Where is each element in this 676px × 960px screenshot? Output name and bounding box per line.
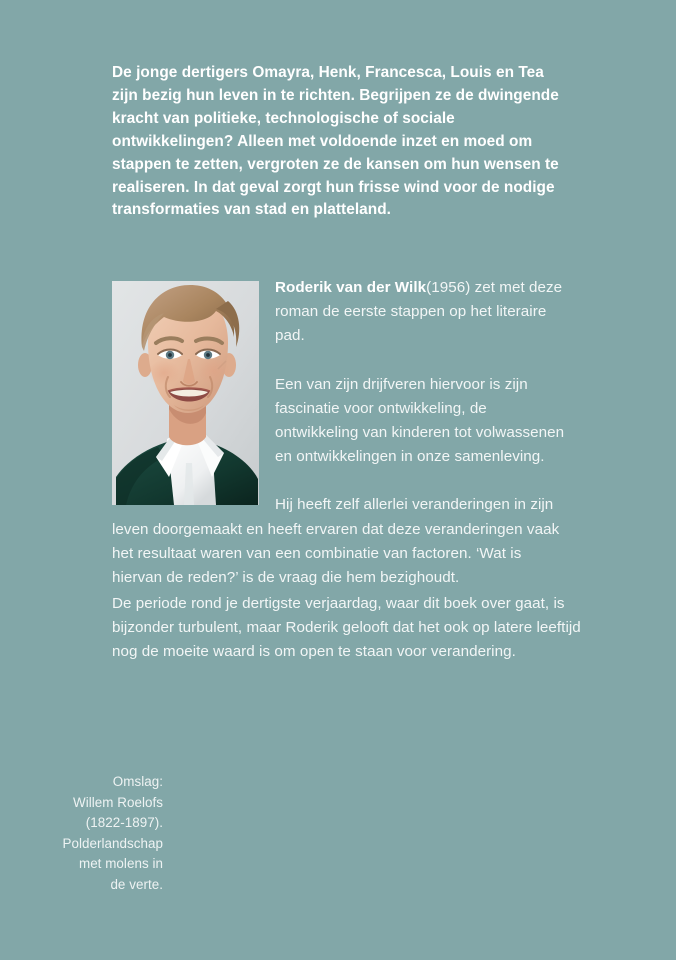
author-name: Roderik van der Wilk bbox=[275, 279, 427, 296]
colophon bbox=[33, 772, 163, 895]
colophon-line-3: (1822-1897). bbox=[85, 815, 163, 830]
author-intro-rest: zet met deze roman de eerste stappen op het literaire pad. bbox=[275, 279, 563, 345]
author-bio bbox=[112, 276, 574, 590]
colophon-line-2: Willem Roelofs bbox=[73, 794, 163, 810]
author-birth-year: (1956) bbox=[426, 279, 471, 296]
colophon-line-1: Omslag: bbox=[112, 774, 163, 789]
colophon-line-5: met molens in bbox=[78, 856, 163, 871]
colophon-line-6: de verte. bbox=[110, 876, 163, 892]
bio-paragraph-3: Hij heeft zelf allerlei veranderingen in zijn leven doorgemaakt en heeft ervaren dat deze veranderingen vaak het resultaat waren van een combinatie van factoren. ‘Wat is hiervan de reden?’ is de vraag die hem bezighoudt. bbox=[112, 496, 560, 587]
book-blurb: De jonge dertigers Omayra, Henk, Francesca, Louis en Tea zijn bezig hun leven in te richten. Begrijpen ze de dwingende kracht van politieke, technologische of sociale ontwikkelingen? Alleen met voldoende inzet en moed om stappen te zetten, vergroten ze de kansen om hun wensen te realiseren. In dat geval zorgt hun frisse wind voor de nodige transformaties van stad en platteland. bbox=[112, 64, 559, 219]
closing-paragraph: De periode rond je dertigste verjaardag, waar dit boek over gaat, is bijzonder turbulent, maar Roderik gelooft dat het ook op latere leeftijd nog de moeite waard is om open te staan voor verandering. bbox=[112, 595, 581, 661]
colophon-line-4: Polderlandschap bbox=[62, 835, 163, 851]
photo-wrap-spacer bbox=[112, 276, 275, 504]
bio-paragraph-2: Een van zijn drijfveren hiervoor is zijn fascinatie voor ontwikkeling, de ontwikkeling van kinderen tot volwassenen en ontwikkelingen in onze samenleving. bbox=[275, 375, 565, 466]
